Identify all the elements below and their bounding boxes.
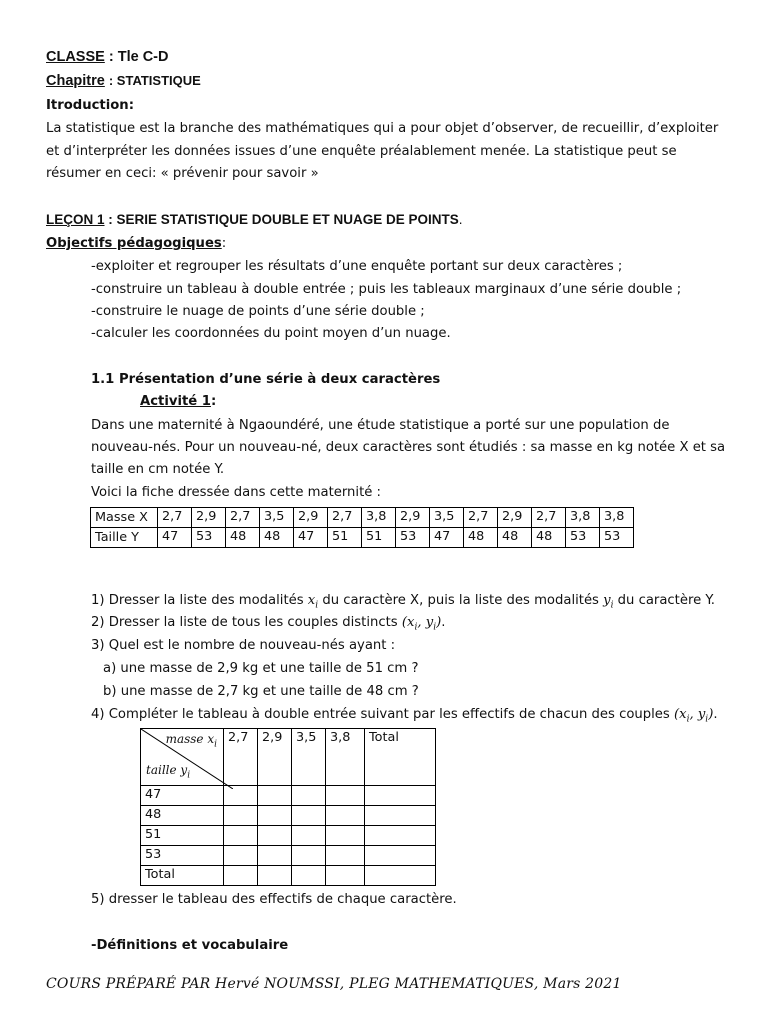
masse-cell: 2,9 (498, 508, 532, 528)
taille-cell: 47 (158, 528, 192, 548)
table-header-row (141, 729, 436, 786)
table-row (141, 826, 436, 846)
column-header: Total (365, 729, 436, 786)
classe-label: CLASSE (46, 49, 105, 65)
chapitre-value: : STATISTIQUE (108, 73, 201, 88)
classe-value: : Tle C-D (108, 49, 169, 65)
masse-cell: 2,9 (396, 508, 430, 528)
objectifs-colon: : (221, 236, 227, 251)
table-row (141, 866, 436, 886)
objectif-item: -construire un tableau à double entrée ; puis les tableaux marginaux d’une série double ; (91, 282, 682, 297)
q1-text-c: du caractère Y. (613, 593, 715, 608)
empty-cell (258, 826, 292, 846)
table-row-masse (91, 508, 634, 528)
empty-cell (258, 866, 292, 886)
empty-cell (326, 786, 365, 806)
activite-label: Activité 1 (140, 394, 211, 409)
empty-cell (365, 826, 436, 846)
empty-cell (365, 786, 436, 806)
lecon-heading: : SERIE STATISTIQUE DOUBLE ET NUAGE DE POINTS (104, 212, 459, 227)
masse-cell: 2,7 (158, 508, 192, 528)
empty-cell (365, 806, 436, 826)
empty-cell (365, 846, 436, 866)
question-2 (91, 615, 445, 633)
taille-cell: 48 (498, 528, 532, 548)
q4-text-a: 4) Compléter le tableau à double entrée suivant par les effectifs de chacun des couples (91, 707, 674, 722)
taille-cell: 47 (430, 528, 464, 548)
row-header: 47 (141, 786, 224, 806)
masse-cell: 3,5 (260, 508, 294, 528)
question-1 (91, 593, 715, 611)
masse-cell: 2,7 (226, 508, 260, 528)
masse-cell: 2,7 (532, 508, 566, 528)
column-header: 3,8 (326, 729, 365, 786)
empty-cell (326, 866, 365, 886)
objectifs-heading (46, 236, 226, 251)
taille-cell: 53 (600, 528, 634, 548)
table-row-taille (91, 528, 634, 548)
masse-cell: 3,8 (600, 508, 634, 528)
question-3b: b) une masse de 2,7 kg et une taille de 48 cm ? (103, 684, 419, 699)
activite-paragraph: Dans une maternité à Ngaoundéré, une étude statistique a porté sur une population de nouveau-nés. Pour un nouveau-né, deux caractères sont étudiés : sa masse en kg notée X et sa taille en cm notée Y. (91, 418, 726, 477)
taille-cell: 53 (192, 528, 226, 548)
corner-cell (141, 729, 224, 786)
column-header: 2,9 (258, 729, 292, 786)
intro-paragraph: La statistique est la branche des mathématiques qui a pour objet d’observer, de recueillir, d’exploiter et d’interpréter les données issues d’une enquête préalablement menée. La statistique peut se résumer en ceci: « prévenir pour savoir » (46, 121, 719, 181)
row-header: 51 (141, 826, 224, 846)
column-header: 2,7 (224, 729, 258, 786)
empty-cell (224, 866, 258, 886)
objectif-item: -construire le nuage de points d’une série double ; (91, 304, 425, 319)
q2-text-b: . (441, 615, 446, 630)
masse-cell: 3,8 (566, 508, 600, 528)
taille-cell: 53 (396, 528, 430, 548)
empty-cell (292, 826, 326, 846)
empty-cell (258, 786, 292, 806)
couple-symbol: ($x_i$, $y_i$) (673, 707, 714, 725)
classe-line (46, 49, 168, 65)
taille-cell: 51 (328, 528, 362, 548)
taille-cell: 48 (260, 528, 294, 548)
masse-cell: 2,7 (328, 508, 362, 528)
q2-text-a: 2) Dresser la liste de tous les couples distincts (91, 615, 402, 630)
empty-cell (292, 846, 326, 866)
row-header: 53 (141, 846, 224, 866)
empty-cell (224, 846, 258, 866)
taille-cell: 53 (566, 528, 600, 548)
xi-symbol: $x_i$ (307, 593, 319, 611)
empty-cell (292, 866, 326, 886)
masse-label-cell: Masse X (91, 508, 158, 528)
column-header: 3,5 (292, 729, 326, 786)
masse-cell: 2,9 (192, 508, 226, 528)
chapitre-line (46, 73, 201, 89)
empty-cell (365, 866, 436, 886)
fiche-intro: Voici la fiche dressée dans cette maternité : (91, 485, 381, 500)
definitions-title: -Définitions et vocabulaire (91, 938, 289, 953)
fiche-table (90, 507, 634, 548)
table-row (141, 846, 436, 866)
lecon-label: LEÇON 1 (46, 212, 105, 227)
empty-cell (292, 786, 326, 806)
masse-cell: 2,7 (464, 508, 498, 528)
activite-heading (140, 394, 216, 409)
lecon-dot: . (458, 212, 463, 227)
q1-text-b: du caractère X, puis la liste des modalités (318, 593, 604, 608)
empty-cell (224, 826, 258, 846)
intro-label: Itroduction: (46, 98, 134, 113)
taille-label-cell: Taille Y (91, 528, 158, 548)
masse-cell: 2,9 (294, 508, 328, 528)
table-row (141, 806, 436, 826)
objectif-item: -exploiter et regrouper les résultats d’une enquête portant sur deux caractères ; (91, 259, 623, 274)
yi-symbol: $y_i$ (603, 593, 614, 611)
taille-cell: 48 (226, 528, 260, 548)
double-entry-table (140, 728, 436, 886)
chapitre-label: Chapitre (46, 73, 105, 89)
couple-symbol: ($x_i$, $y_i$) (401, 615, 442, 633)
footer-credit: COURS PRÉPARÉ PAR Hervé NOUMSSI, PLEG MATHEMATIQUES, Mars 2021 (46, 976, 622, 992)
row-header: 48 (141, 806, 224, 826)
question-3a: a) une masse de 2,9 kg et une taille de 51 cm ? (103, 661, 419, 676)
q4-text-b: . (713, 707, 718, 722)
lecon-title (46, 212, 463, 227)
objectifs-label: Objectifs pédagogiques (46, 236, 222, 251)
question-5: 5) dresser le tableau des effectifs de chaque caractère. (91, 892, 457, 907)
empty-cell (292, 806, 326, 826)
empty-cell (326, 846, 365, 866)
corner-y-label: taille $y_i$ (146, 763, 191, 781)
row-header: Total (141, 866, 224, 886)
empty-cell (326, 826, 365, 846)
taille-cell: 51 (362, 528, 396, 548)
taille-cell: 48 (532, 528, 566, 548)
empty-cell (258, 846, 292, 866)
activite-colon: : (210, 394, 217, 409)
question-3: 3) Quel est le nombre de nouveau-nés ayant : (91, 638, 396, 653)
objectif-item: -calculer les coordonnées du point moyen d’un nuage. (91, 326, 451, 341)
corner-x-label: masse $x_i$ (165, 732, 217, 750)
empty-cell (224, 806, 258, 826)
taille-cell: 47 (294, 528, 328, 548)
section-title: 1.1 Présentation d’une série à deux caractères (91, 372, 441, 387)
empty-cell (258, 806, 292, 826)
masse-cell: 3,8 (362, 508, 396, 528)
masse-cell: 3,5 (430, 508, 464, 528)
taille-cell: 48 (464, 528, 498, 548)
empty-cell (326, 806, 365, 826)
question-4 (91, 707, 718, 725)
q1-text-a: 1) Dresser la liste des modalités (91, 593, 308, 608)
